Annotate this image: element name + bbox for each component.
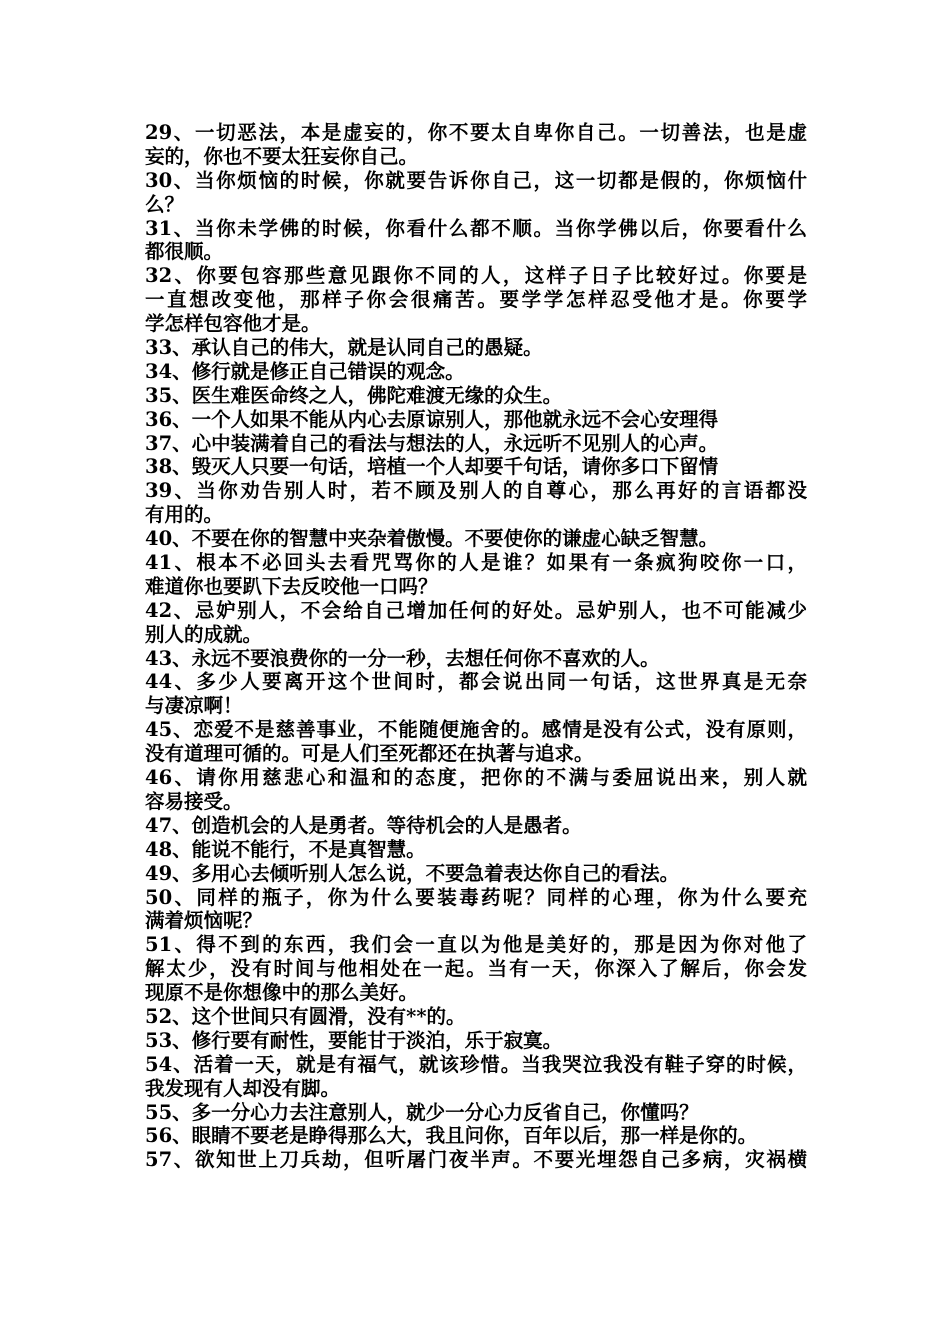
text-line: 46、请你用慈悲心和温和的态度，把你的不满与委屈说出来，别人就 — [145, 766, 807, 790]
text-line: 57、欲知世上刀兵劫，但听屠门夜半声。不要光埋怨自己多病，灾祸横 — [145, 1148, 807, 1172]
text-line: 30、当你烦恼的时候，你就要告诉你自己，这一切都是假的，你烦恼什 — [145, 168, 807, 192]
text-line: 44、多少人要离开这个世间时，都会说出同一句话，这世界真是无奈 — [145, 670, 807, 694]
text-line: 54、活着一天，就是有福气，就该珍惜。当我哭泣我没有鞋子穿的时候， — [145, 1052, 807, 1076]
text-line: 都很顺。 — [145, 240, 224, 264]
document-body — [145, 121, 807, 1172]
text-line: 解太少，没有时间与他相处在一起。当有一天，你深入了解后，你会发 — [145, 957, 807, 981]
text-line: 52、这个世间只有圆滑，没有**的。 — [145, 1004, 466, 1028]
text-line: 容易接受。 — [145, 789, 243, 813]
text-line: 47、创造机会的人是勇者。等待机会的人是愚者。 — [145, 813, 582, 837]
text-line: 难道你也要趴下去反咬他一口吗？ — [145, 574, 438, 598]
text-line: 33、承认自己的伟大，就是认同自己的愚疑。 — [145, 336, 543, 360]
text-line: 43、永远不要浪费你的一分一秒，去想任何你不喜欢的人。 — [145, 646, 660, 670]
text-line: 一直想改变他，那样子你会很痛苦。要学学怎样忍受他才是。你要学 — [145, 288, 807, 312]
text-line: 42、忌妒别人，不会给自己增加任何的好处。忌妒别人，也不可能减少 — [145, 598, 807, 622]
text-line: 49、多用心去倾听别人怎么说，不要急着表达你自己的看法。 — [145, 861, 680, 885]
text-line: 37、心中装满着自己的看法与想法的人，永远听不见别人的心声。 — [145, 431, 719, 455]
text-line: 么？ — [145, 192, 185, 216]
text-line: 31、当你未学佛的时候，你看什么都不顺。当你学佛以后，你要看什么 — [145, 216, 807, 240]
text-line: 与凄凉啊！ — [145, 694, 243, 718]
text-line: 50、同样的瓶子，你为什么要装毒药呢？同样的心理，你为什么要充 — [145, 885, 807, 909]
text-line: 现原不是你想像中的那么美好。 — [145, 981, 419, 1005]
text-line: 32、你要包容那些意见跟你不同的人，这样子日子比较好过。你要是 — [145, 264, 807, 288]
text-line: 45、恋爱不是慈善事业，不能随便施舍的。感情是没有公式，没有原则， — [145, 718, 807, 742]
text-line: 36、一个人如果不能从内心去原谅别人，那他就永远不会心安理得 — [145, 407, 719, 431]
text-line: 39、当你劝告别人时，若不顾及别人的自尊心，那么再好的言语都没 — [145, 479, 807, 503]
text-line: 51、得不到的东西，我们会一直以为他是美好的，那是因为你对他了 — [145, 933, 807, 957]
text-line: 41、根本不必回头去看咒骂你的人是谁？如果有一条疯狗咬你一口， — [145, 551, 807, 575]
text-line: 满着烦恼呢？ — [145, 909, 263, 933]
text-line: 56、眼睛不要老是睁得那么大，我且问你，百年以后，那一样是你的。 — [145, 1124, 758, 1148]
text-line: 学怎样包容他才是。 — [145, 312, 321, 336]
text-line: 40、不要在你的智慧中夹杂着傲慢。不要使你的谦虚心缺乏智慧。 — [145, 527, 719, 551]
text-line: 35、医生难医命终之人，佛陀难渡无缘的众生。 — [145, 383, 563, 407]
text-line: 别人的成就。 — [145, 622, 263, 646]
text-line: 38、毁灭人只要一句话，培植一个人却要千句话，请你多口下留情 — [145, 455, 719, 479]
text-line: 29、一切恶法，本是虚妄的，你不要太自卑你自己。一切善法，也是虚 — [145, 121, 807, 144]
text-line: 没有道理可循的。可是人们至死都还在执著与追求。 — [145, 742, 594, 766]
text-line: 妄的，你也不要太狂妄你自己。 — [145, 144, 419, 168]
text-line: 我发现有人却没有脚。 — [145, 1076, 341, 1100]
text-line: 34、修行就是修正自己错误的观念。 — [145, 359, 465, 383]
text-line: 53、修行要有耐性，要能甘于淡泊，乐于寂寞。 — [145, 1028, 563, 1052]
text-line: 有用的。 — [145, 503, 224, 527]
text-line: 48、能说不能行，不是真智慧。 — [145, 837, 426, 861]
text-line: 55、多一分心力去注意别人，就少一分心力反省自己，你懂吗？ — [145, 1100, 699, 1124]
